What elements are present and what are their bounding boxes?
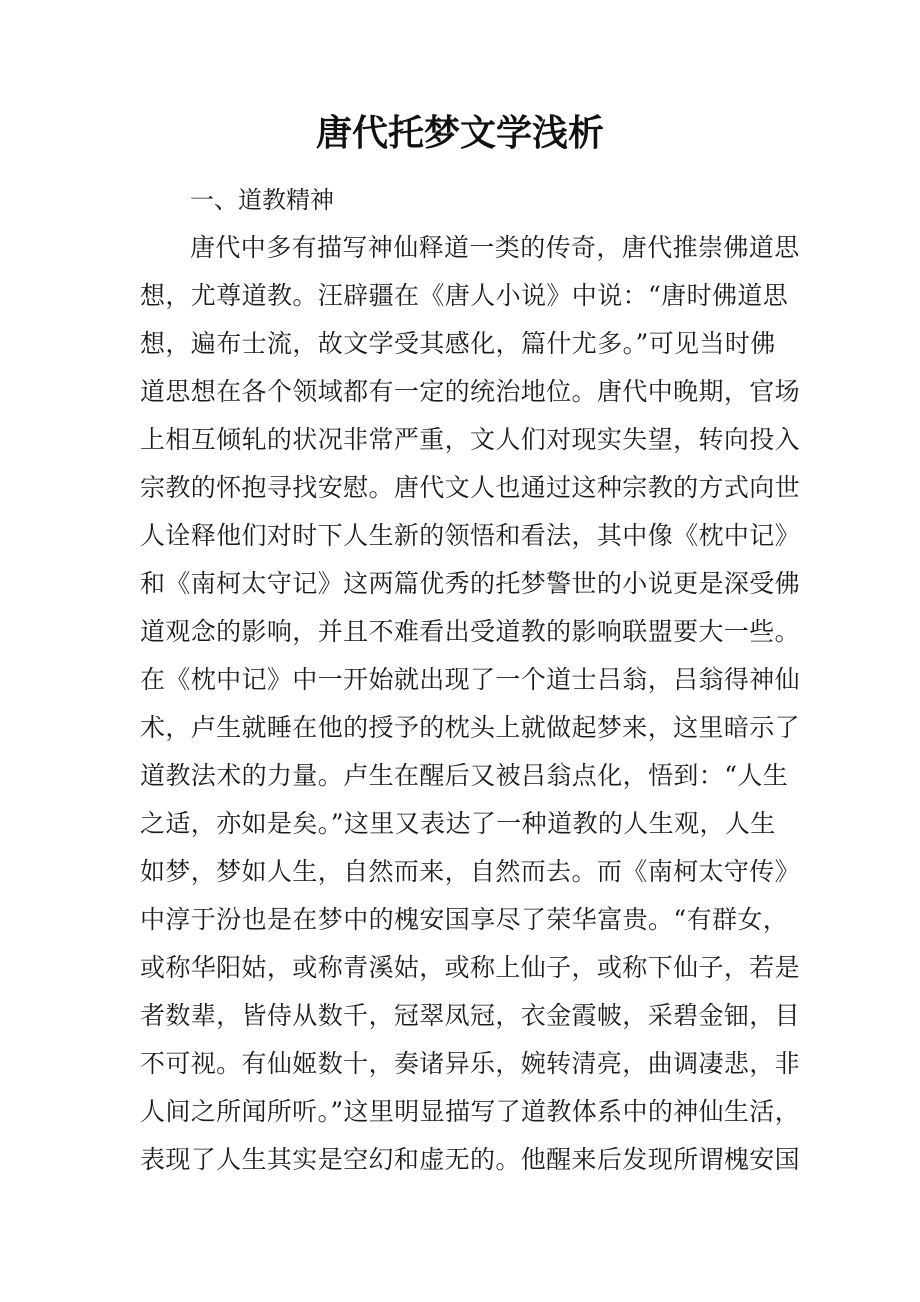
paragraph-line: 唐代中多有描写神仙释道一类的传奇，唐代推崇佛道思 — [190, 233, 800, 262]
paragraph-line: 中淳于汾也是在梦中的槐安国享尽了荣华富贵。“有群女， — [140, 905, 789, 934]
paragraph-line: 之适，亦如是矣。”这里又表达了一种道教的人生观，人生 — [140, 809, 776, 838]
paragraph-line: 术，卢生就睡在他的授予的枕头上就做起梦来，这里暗示了 — [140, 713, 800, 742]
paragraph-line: 或称华阳姑，或称青溪姑，或称上仙子，或称下仙子，若是 — [140, 953, 800, 982]
paragraph-line: 不可视。有仙姬数十，奏诸异乐，婉转清亮，曲调凄悲，非 — [140, 1049, 800, 1078]
paragraph-line: 如梦，梦如人生，自然而来，自然而去。而《南柯太守传》 — [140, 857, 800, 886]
document-title: 唐代托梦文学浅析 — [315, 112, 604, 154]
paragraph-line: 人诠释他们对时下人生新的领悟和看法，其中像《枕中记》 — [140, 521, 800, 550]
paragraph-line: 上相互倾轧的状况非常严重，文人们对现实失望，转向投入 — [140, 425, 800, 454]
paragraph-line: 想，遍布士流，故文学受其感化，篇什尤多。”可见当时佛 — [140, 329, 776, 358]
paragraph-line: 者数辈，皆侍从数千，冠翠凤冠，衣金霞帔，采碧金钿，目 — [140, 1001, 800, 1030]
paragraph-line: 在《枕中记》中一开始就出现了一个道士吕翁，吕翁得神仙 — [140, 665, 800, 694]
paragraph-line: 道观念的影响，并且不难看出受道教的影响联盟要大一些。 — [140, 617, 800, 646]
paragraph-line: 想，尤尊道教。汪辟疆在《唐人小说》中说：“唐时佛道思 — [140, 281, 789, 310]
paragraph-line: 道思想在各个领域都有一定的统治地位。唐代中晚期，官场 — [140, 377, 800, 406]
paragraph-line: 道教法术的力量。卢生在醒后又被吕翁点化，悟到：“人生 — [140, 761, 789, 790]
paragraph-line: 和《南柯太守记》这两篇优秀的托梦警世的小说更是深受佛 — [140, 569, 800, 598]
paragraph-line: 人间之所闻所听。”这里明显描写了道教体系中的神仙生活， — [140, 1097, 800, 1126]
section-heading: 一、道教精神 — [190, 186, 334, 214]
paragraph-line: 表现了人生其实是空幻和虚无的。他醒来后发现所谓槐安国 — [140, 1145, 800, 1174]
paragraph-line: 宗教的怀抱寻找安慰。唐代文人也通过这种宗教的方式向世 — [140, 473, 800, 502]
